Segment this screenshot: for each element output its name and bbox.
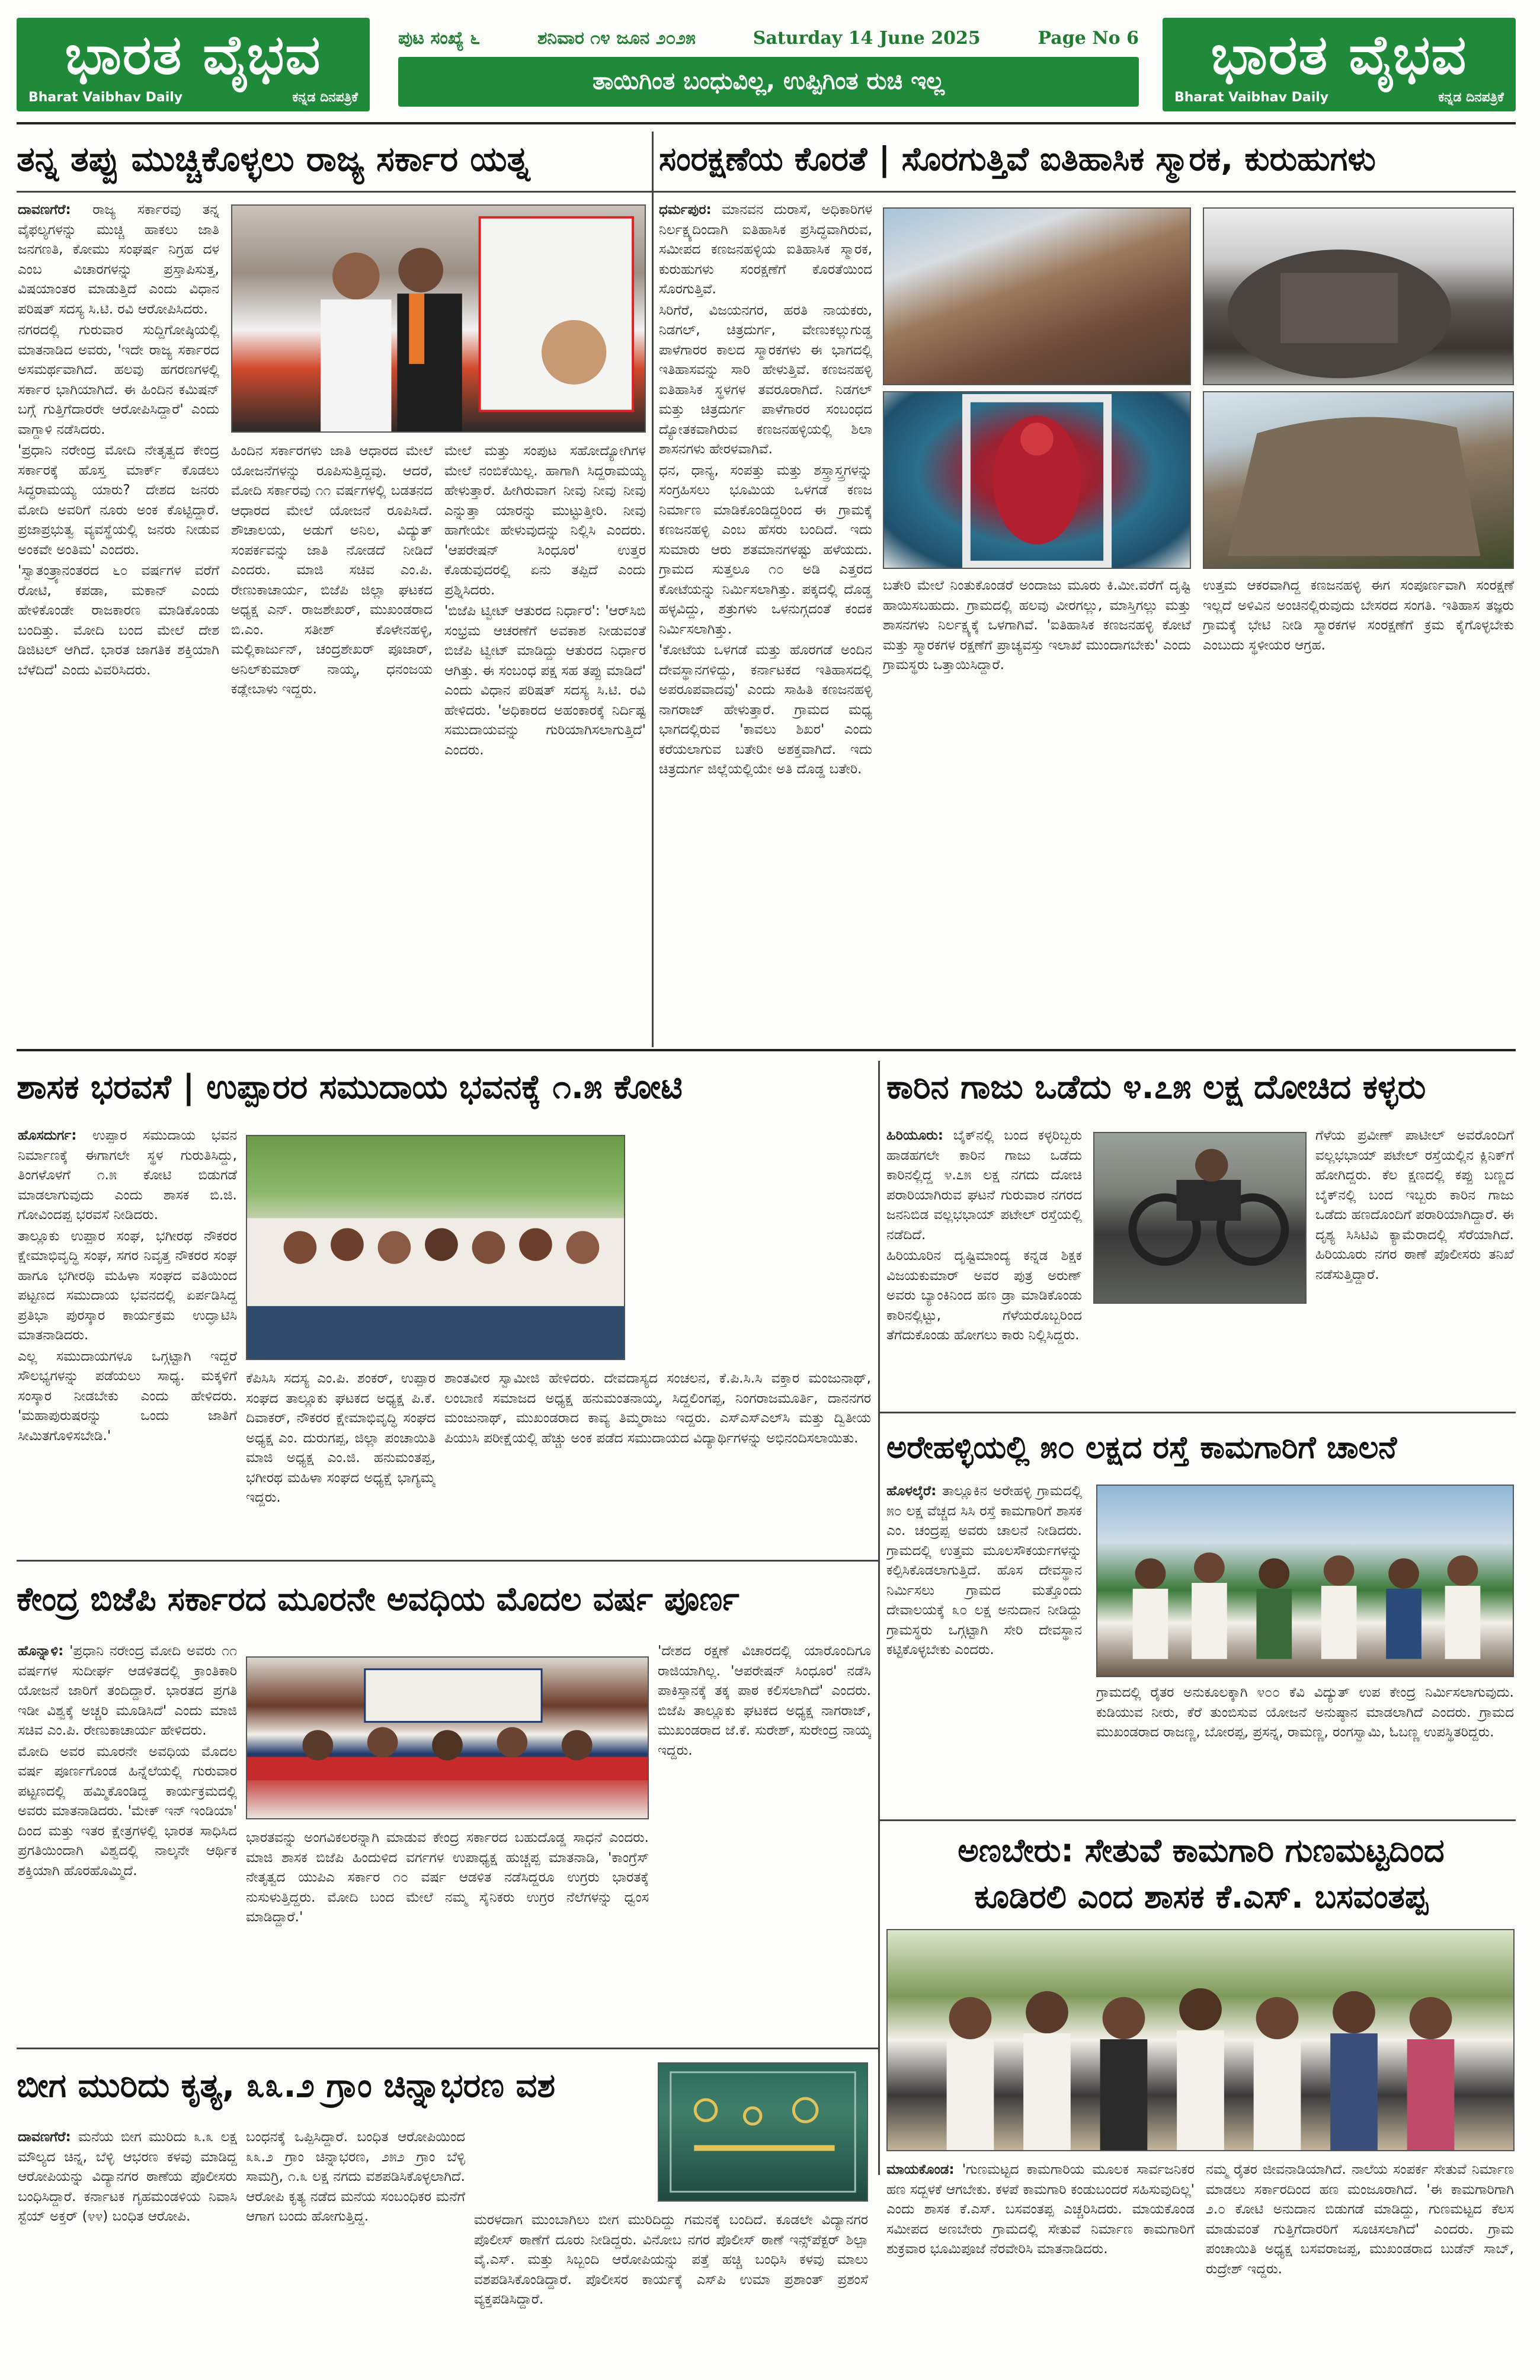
article-3-place: ಹೊಸದುರ್ಗ: (18, 1128, 77, 1143)
article-4-col-2 (1315, 1126, 1514, 1405)
article-7-place: ಮಾಯಕೊಂಡ: (886, 2162, 955, 2177)
article-6-photo-art (247, 1658, 648, 1818)
article-6-para-3: ಭಾರತವನ್ನು ಅಂಗವಿಕಲರನ್ನಾಗಿ ಮಾಡುವ ಕೇಂದ್ರ ಸರ್ಕಾರದ ಬಹುದೊಡ್ಡ ಸಾಧನೆ ಎಂದರು. ಮಾಜಿ ಶಾಸಕ ಬಿಜೆಪಿ ಹಿಂದುಳಿದ ವರ್ಗಗಳ ಉಪಾಧ್ಯಕ್ಷ ಹುಚ್ಚಪ್ಪ ಮಾತನಾಡಿ, 'ಕಾಂಗ್ರೆಸ್ ನೇತೃತ್ವದ ಯುಪಿಎ ಸರ್ಕಾರ ೧೦ ವರ್ಷ ಆಡಳಿತ ನಡೆಸಿದ್ದರೂ ಉಗ್ರರು ಭಾರತಕ್ಕೆ ನುಸುಳುತ್ತಿದ್ದರು. ಮೋದಿ ಬಂದ ಮೇಲೆ ನಮ್ಮ ಸೈನಿಕರು ಉಗ್ರರ ನೆಲೆಗಳನ್ನು ಧ್ವಂಸ ಮಾಡಿದ್ದಾರೆ.' (246, 1830, 649, 1925)
article-8-para-1: ಮನೆಯ ಬೀಗ ಮುರಿದು ೩.೩ ಲಕ್ಷ ಮೌಲ್ಯದ ಚಿನ್ನ, ಬೆಳ್ಳಿ ಆಭರಣ ಕಳವು ಮಾಡಿದ್ದ ಆರೋಪಿಯನ್ನು ವಿದ್ಯಾನಗರ ಠಾಣೆಯ ಪೊಲೀಸರು ಬಂಧಿಸಿದ್ದಾರೆ. ಕರ್ನಾಟಕ ಗೃಹಮಂಡಳಿಯ ನಿವಾಸಿ ಸ್ಟೆಯ್ ಅಕ್ತರ್ (೪೪) ಬಂಧಿತ ಆರೋಪಿ. (18, 2129, 237, 2224)
issue-date-kn: ಶನಿವಾರ ೧೪ ಜೂನ ೨೦೨೫ (537, 27, 696, 49)
article-6-para-1: 'ಪ್ರಧಾನಿ ನರೇಂದ್ರ ಮೋದಿ ಅವರು ೧೧ ವರ್ಷಗಳ ಸುದೀರ್ಘ ಆಡಳಿತದಲ್ಲಿ ಕ್ರಾಂತಿಕಾರಿ ಯೋಜನೆ ಜಾರಿಗೆ ತಂದಿದ್ದಾರೆ. ಭಾರತದ ಪ್ರಗತಿ ಇಡೀ ವಿಶ್ವಕ್ಕೆ ಅಚ್ಚರಿ ಮೂಡಿಸಿದೆ' ಎಂದು ಮಾಜಿ ಸಚಿವ ಎಂ.ಪಿ. ರೇಣುಕಾಚಾರ್ಯ ಹೇಳಿದರು. (18, 1643, 237, 1738)
row4-left-rule (17, 2048, 878, 2049)
article-2-place: ಧರ್ಮಪುರ: (659, 202, 712, 217)
article-3-para-1: ಉಪ್ಪಾರ ಸಮುದಾಯ ಭವನ ನಿರ್ಮಾಣಕ್ಕೆ ಈಗಾಗಲೇ ಸ್ಥಳ ಗುರುತಿಸಿದ್ದು, ತಿಂಗಳೊಳಗೆ ೧.೫ ಕೋಟಿ ಬಿಡುಗಡೆ ಮಾಡಲಾಗುವುದು ಎಂದು ಶಾಸಕ ಬಿ.ಜಿ. ಗೋವಿಂದಪ್ಪ ಭರವಸೆ ನೀಡಿದರು. (18, 1128, 237, 1223)
article-3-headline: ಶಾಸಕ ಭರವಸೆ | ಉಪ್ಪಾರರ ಸಮುದಾಯ ಭವನಕ್ಕೆ ೧.೫ ಕೋಟಿ (17, 1068, 683, 1106)
article-1-para-1: ರಾಜ್ಯ ಸರ್ಕಾರವು ತನ್ನ ವೈಫಲ್ಯಗಳನ್ನು ಮುಚ್ಚಿ ಹಾಕಲು ಜಾತಿ ಜನಗಣತಿ, ಕೋಮು ಸಂಘರ್ಷ ನಿಗ್ರಹ ದಳ ಎಂಬ ವಿಚಾರಗಳನ್ನು ಪ್ರಸ್ತಾಪಿಸುತ್ತ, ವಿಷಯಾಂತರ ಮಾಡುತ್ತಿದೆ ಎಂದು ವಿಧಾನ ಪರಿಷತ್ ಸದಸ್ಯ ಸಿ.ಟಿ. ರವಿ ಆರೋಪಿಸಿದರು. (18, 202, 219, 317)
masthead-title: ಭಾರತ ವೈಭವ (65, 23, 322, 87)
article-2-col-1 (659, 200, 872, 1039)
row2-top-rule (17, 1049, 1516, 1051)
article-7-headline-line-2: ಕೂಡಿರಲಿ ಎಂದ ಶಾಸಕ ಕೆ.ಎಸ್. ಬಸವಂತಪ್ಪ (974, 1878, 1428, 1915)
article-6-headline: ಕೇಂದ್ರ ಬಿಜೆಪಿ ಸರ್ಕಾರದ ಮೂರನೇ ಅವಧಿಯ ಮೊದಲ ವರ್ಷ ಪೂರ್ಣ (17, 1580, 739, 1618)
masthead-slogan: ತಾಯಿಗಿಂತ ಬಂಧುವಿಲ್ಲ, ಉಪ್ಪಿಗಿಂತ ರುಚಿ ಇಲ್ಲ (398, 57, 1139, 107)
article-4-headline: ಕಾರಿನ ಗಾಜು ಒಡೆದು ೪.೭೫ ಲಕ್ಷ ದೋಚಿದ ಕಳ್ಳರು (886, 1068, 1426, 1106)
masthead-subtitle-row-right (1163, 90, 1516, 105)
article-3-col-1 (18, 1126, 237, 1553)
article-8-headline: ಬೀಗ ಮುರಿದು ಕೃತ್ಯ, ೩೩.೨ ಗ್ರಾಂ ಚಿನ್ನಾಭರಣ ವಶ (17, 2066, 556, 2105)
article-3-photo-art (247, 1136, 624, 1359)
article-2-para-5: ಬತೇರಿ ಮೇಲೆ ನಿಂತುಕೊಂಡರೆ ಅಂದಾಜು ಮೂರು ಕಿ.ಮೀ.ವರೆಗೆ ದೃಷ್ಟಿ ಹಾಯಿಸಬಹುದು. ಗ್ರಾಮದಲ್ಲಿ ಹಲವು ವೀರಗಲ್ಲು, ಮಾಸ್ತಿಗಲ್ಲು ಮತ್ತು ಶಾಸನಗಳು ನಿರ್ಲಕ್ಷ್ಯಕ್ಕೆ ಒಳಗಾಗಿವೆ. 'ಐತಿಹಾಸಿಕ ಕಣಜನಹಳ್ಳಿ ಕೋಟೆ ಮತ್ತು ಸ್ಮಾರಕಗಳ ರಕ್ಷಣೆಗೆ ಪ್ರಾಚ್ಯವಸ್ತು ಇಲಾಖೆ ಮುಂದಾಗಬೇಕು' ಎಂದು ಗ್ರಾಮಸ್ಥರು ಒತ್ತಾಯಿಸಿದ್ದಾರೆ. (883, 578, 1191, 673)
article-6-place: ಹೊನ್ನಾಳಿ: (18, 1643, 64, 1659)
row1-divider (652, 132, 654, 1047)
article-7-photo-art (888, 1930, 1513, 2150)
masthead-title-right: ಭಾರತ ವೈಭವ (1211, 23, 1468, 87)
article-7-photo (886, 1929, 1515, 2151)
article-6-para-2: ಮೋದಿ ಅವರ ಮೂರನೇ ಅವಧಿಯ ಮೊದಲ ವರ್ಷ ಪೂರ್ಣಗೊಂಡ ಹಿನ್ನೆಲೆಯಲ್ಲಿ ಗುರುವಾರ ಪಟ್ಟಣದಲ್ಲಿ ಹಮ್ಮಿಕೊಂಡಿದ್ದ ಕಾರ್ಯಕ್ರಮದಲ್ಲಿ ಅವರು ಮಾತನಾಡಿದರು. 'ಮೇಕ್ ಇನ್ ಇಂಡಿಯಾ' ದಿಂದ ಮತ್ತು ಇತರ ಕ್ಷೇತ್ರಗಳಲ್ಲಿ ಭಾರತ ಸಾಧಿಸಿದ ಪ್ರಗತಿಯಿಂದಾಗಿ ವಿಶ್ವದಲ್ಲಿ ನಾಲ್ಕನೇ ಆರ್ಥಿಕ ಶಕ್ತಿಯಾಗಿ ಹೊರಹೊಮ್ಮಿದೆ. (18, 1744, 237, 1879)
article-8-place: ದಾವಣಗೆರೆ: (18, 2129, 71, 2145)
article-7-headline-line-1: ಅಣಬೇರು: ಸೇತುವೆ ಕಾಮಗಾರಿ ಗುಣಮಟ್ಟದಿಂದ (958, 1832, 1445, 1869)
article-4-para-1: ಬೈಕ್‌ನಲ್ಲಿ ಬಂದ ಕಳ್ಳರಿಬ್ಬರು ಹಾಡಹಗಲೇ ಕಾರಿನ ಗಾಜು ಒಡೆದು ಕಾರಿನಲ್ಲಿದ್ದ ೪.೭೫ ಲಕ್ಷ ನಗದು ದೋಚಿ ಪರಾರಿಯಾಗಿರುವ ಘಟನೆ ಗುರುವಾರ ನಗರದ ಜನನಿಬಿಡ ವಲ್ಲಭಭಾಯ್ ಪಟೇಲ್ ರಸ್ತೆಯಲ್ಲಿ ನಡೆದಿದೆ. (886, 1128, 1082, 1243)
article-3-para-5: ಶಾಂತವೀರ ಸ್ವಾಮೀಜಿ ಹೇಳಿದರು. ದೇವದಾಸ್ಯದ ಸಂಚಲನ, ಕೆ.ಪಿ.ಸಿ.ಸಿ ವಕ್ತಾರ ಮಂಜುನಾಥ್, ಲಂಬಾಣಿ ಸಮಾಜದ ಅಧ್ಯಕ್ಷ ಹನುಮಂತನಾಯ್ಕ, ಸಿದ್ದಲಿಂಗಪ್ಪ, ನಿಂಗರಾಜಮೂರ್ತಿ, ದಾನನಗರ ಮಂಜುನಾಥ್, ಮುಖಂಡರಾದ ಕಾವ್ಯ ತಿಮ್ಮರಾಜು ಇದ್ದರು. ಎಸ್‌ಎಸ್‌ಎಲ್‌ಸಿ ಮತ್ತು ದ್ವಿತೀಯ ಪಿಯುಸಿ ಪರೀಕ್ಷೆಯಲ್ಲಿ ಹೆಚ್ಚು ಅಂಕ ಪಡೆದ ಸಮುದಾಯದ ವಿದ್ಯಾರ್ಥಿಗಳನ್ನು ಅಭಿನಂದಿಸಲಾಯಿತು. (444, 1371, 871, 1446)
article-2-para-1: ಮಾನವನ ದುರಾಸೆ, ಅಧಿಕಾರಿಗಳ ನಿರ್ಲಕ್ಷ್ಯದಿಂದಾಗಿ ಐತಿಹಾಸಿಕ ಪ್ರಸಿದ್ಧವಾಗಿರುವ, ಸಮೀಪದ ಕಣಜನಹಳ್ಳಿಯ ಐತಿಹಾಸಿಕ ಸ್ಮಾರಕ, ಕುರುಹುಗಳು ಸಂರಕ್ಷಣೆಗೆ ಕೊರತೆಯಿಂದ ಸೊರಗುತ್ತಿವೆ. (659, 202, 872, 297)
article-3-col-3 (444, 1369, 871, 1553)
article-5-place: ಹೊಳಲ್ಕೆರೆ: (886, 1483, 937, 1499)
issue-date-en: Saturday 14 June 2025 (753, 27, 981, 49)
article-1-photo-art (232, 206, 645, 431)
article-6-col-3 (658, 1642, 871, 2039)
article-4-para-2: ಹಿರಿಯೂರಿನ ದೃಷ್ಟಿಮಾಂದ್ಯ ಕನ್ನಡ ಶಿಕ್ಷಕ ವಿಜಯಕುಮಾರ್ ಅವರ ಪುತ್ರ ಅರುಣ್ ಅವರು ಬ್ಯಾಂಕಿನಿಂದ ಹಣ ಡ್ರಾ ಮಾಡಿಕೊಂಡು ಕಾರಿನಲ್ಲಿಟ್ಟು, ಗೆಳೆಯರೊಬ್ಬರಿಂದ ತೆಗೆದುಕೊಂಡು ಹೋಗಲು ಕಾರು ನಿಲ್ಲಿಸಿದ್ದರು. (886, 1248, 1082, 1343)
masthead-subtitle-row (17, 90, 370, 105)
row2-right-rule (878, 1412, 1516, 1413)
row3-right-rule (878, 1819, 1516, 1821)
page-number: Page No 6 (1038, 27, 1139, 49)
masthead-logo-right (1163, 18, 1516, 111)
article-2-para-6: ಉತ್ತಮ ಆಕರವಾಗಿದ್ದ ಕಣಜನಹಳ್ಳಿ ಈಗ ಸಂಪೂರ್ಣವಾಗಿ ಸಂರಕ್ಷಣೆ ಇಲ್ಲದೆ ಅಳಿವಿನ ಅಂಚಿನಲ್ಲಿರುವುದು ಬೇಸರದ ಸಂಗತಿ. ಇತಿಹಾಸ ತಜ್ಞರು ಗ್ರಾಮಕ್ಕೆ ಭೇಟಿ ನೀಡಿ ಸ್ಮಾರಕಗಳ ಸಂರಕ್ಷಣೆಗೆ ಕ್ರಮ ಕೈಗೊಳ್ಳಬೇಕು ಎಂಬುದು ಸ್ಥಳೀಯರ ಆಗ್ರಹ. (1203, 578, 1514, 653)
masthead-rule (17, 122, 1516, 124)
article-2-col-3 (1203, 576, 1514, 1038)
article-2-para-2: ಸಿರಿಗೆರೆ, ವಿಜಯನಗರ, ಹರತಿ ನಾಯಕರು, ನಿಡಗಲ್, ಚಿತ್ರದುರ್ಗ, ವೇಣುಕಲ್ಲುಗುಡ್ಡ ಪಾಳೆಗಾರರ ಕಾಲದ ಸ್ಮಾರಕಗಳು ಈ ಭಾಗದಲ್ಲಿ ಇತಿಹಾಸವನ್ನು ಸಾರಿ ಹೇಳುತ್ತಿವೆ. ಕಣಜನಹಳ್ಳಿ ಐತಿಹಾಸಿಕ ಸ್ಥಳಗಳ ತವರೂರಾಗಿದೆ. ನಿಡಗಲ್ ಮತ್ತು ಚಿತ್ರದುರ್ಗ ಪಾಳೆಗಾರರ ಸಂಬಂಧದ ದ್ಯೋತಕವಾಗಿರುವ ಕಣಜನಹಳ್ಳಿಯಲ್ಲಿ ಶಿಲಾ ಶಾಸನಗಳು ಹೇರಳವಾಗಿವೆ. (659, 302, 872, 457)
article-2-para-4: 'ಕೋಟೆಯ ಒಳಗಡೆ ಮತ್ತು ಹೊರಗಡೆ ಅಂದಿನ ದೇವಸ್ಥಾನಗಳಿದ್ದು, ಕರ್ನಾಟಕದ ಇತಿಹಾಸದಲ್ಲಿ ಅಪರೂಪವಾದವು' ಎಂದು ಸಾಹಿತಿ ಕಣಜನಹಳ್ಳಿ ನಾಗರಾಜ್ ಹೇಳುತ್ತಾರೆ. ಗ್ರಾಮದ ಮಧ್ಯ ಭಾಗದಲ್ಲಿರುವ 'ಕಾವಲು ಶಿಖರ' ಎಂದು ಕರೆಯಲಾಗುವ ಬತೇರಿ ಅಶಕ್ತವಾಗಿದೆ. ಇದು ಚಿತ್ರದುರ್ಗ ಜಿಲ್ಲೆಯಲ್ಲಿಯೇ ಅತಿ ದೊಡ್ಡ ಬತೇರಿ. (659, 642, 872, 777)
article-5-col-1 (886, 1482, 1082, 1813)
article-2-photo-4 (1203, 391, 1514, 569)
article-2-para-3: ಧನ, ಧಾನ್ಯ, ಸಂಪತ್ತು ಮತ್ತು ಶಸ್ತ್ರಾಸ್ತ್ರಗಳನ್ನು ಸಂಗ್ರಹಿಸಲು ಭೂಮಿಯ ಒಳಗಡೆ ಕಣಜ ನಿರ್ಮಾಣ ಮಾಡಿಕೊಂಡಿದ್ದರಿಂದ ಈ ಗ್ರಾಮಕ್ಕೆ ಕಣಜನಹಳ್ಳಿ ಎಂಬ ಹೆಸರು ಬಂದಿದೆ. ಇದು ಸುಮಾರು ಆರು ಶತಮಾನಗಳಷ್ಟು ಹಳೆಯದು. ಗ್ರಾಮದ ಸುತ್ತಲೂ ೧೦ ಅಡಿ ಎತ್ತರದ ಕೋಟೆಯನ್ನು ನಿರ್ಮಿಸಲಾಗಿತ್ತು. ಪಕ್ಕದಲ್ಲಿ ದೊಡ್ಡ ಹಳ್ಳವಿದ್ದು, ಶತ್ರುಗಳು ಒಳನುಗ್ಗದಂತೆ ಕಂದಕ ನಿರ್ಮಿಸಲಾಗಿತ್ತು. (659, 462, 872, 637)
article-5-photo-art (1097, 1486, 1513, 1676)
article-7-col-1 (886, 2160, 1195, 2371)
masthead-title-en: Bharat Vaibhav Daily (28, 90, 183, 105)
article-8-col-3 (474, 2211, 868, 2371)
masthead-tagline: ಕನ್ನಡ ದಿನಪತ್ರಿಕೆ (292, 90, 358, 105)
article-3-para-3: ಎಲ್ಲ ಸಮುದಾಯಗಳೂ ಒಗ್ಗಟ್ಟಾಗಿ ಇದ್ದರೆ ಸೌಲಭ್ಯಗಳನ್ನು ಪಡೆಯಲು ಸಾಧ್ಯ. ಮಕ್ಕಳಿಗೆ ಸಂಸ್ಕಾರ ನೀಡಬೇಕು ಎಂದು ಹೇಳಿದರು. 'ಮಹಾಪುರುಷರನ್ನು ಒಂದು ಜಾತಿಗೆ ಸೀಮಿತಗೊಳಿಸಬೇಡಿ.' (18, 1348, 237, 1444)
article-8-col-1 (18, 2128, 237, 2371)
article-1-col-1 (18, 200, 219, 1039)
article-5-headline: ಅರೇಹಳ್ಳಿಯಲ್ಲಿ ೫೦ ಲಕ್ಷದ ರಸ್ತೆ ಕಾಮಗಾರಿಗೆ ಚಾಲನೆ (886, 1430, 1397, 1466)
article-1-para-3: 'ಪ್ರಧಾನಿ ನರೇಂದ್ರ ಮೋದಿ ನೇತೃತ್ವದ ಕೇಂದ್ರ ಸರ್ಕಾರಕ್ಕೆ ಹೊಸ್ತ ಮಾರ್ಕ್ ಕೊಡಲು ಸಿದ್ಧರಾಮಯ್ಯ ಯಾರು? ದೇಶದ ಜನರು ಮೋದಿ ಅವರಿಗೆ ನೂರು ಅಂಕ ಕೊಟ್ಟಿದ್ದಾರೆ. ಪ್ರಜಾಪ್ರಭುತ್ವ ವ್ಯವಸ್ಥೆಯಲ್ಲಿ ಜನರು ನೀಡುವ ಅಂಕವೇ ಅಂತಿಮ' ಎಂದರು. (18, 443, 219, 558)
article-1-col-3 (444, 442, 646, 1039)
row3-left-rule (17, 1560, 878, 1562)
article-8-col-2 (246, 2128, 465, 2371)
article-5-para-1: ತಾಲ್ಲೂಕಿನ ಅರೇಹಳ್ಳಿ ಗ್ರಾಮದಲ್ಲಿ ೫೦ ಲಕ್ಷ ವೆಚ್ಚದ ಸಿಸಿ ರಸ್ತೆ ಕಾಮಗಾರಿಗೆ ಶಾಸಕ ಎಂ. ಚಂದ್ರಪ್ಪ ಅವರು ಚಾಲನೆ ನೀಡಿದರು. ಗ್ರಾಮದಲ್ಲಿ ಉತ್ತಮ ಮೂಲಸೌಕರ್ಯಗಳನ್ನು ಕಲ್ಪಿಸಿಕೊಡಲಾಗುತ್ತಿದೆ. ಹೊಸ ದೇವಸ್ಥಾನ ನಿರ್ಮಿಸಲು ಗ್ರಾಮದ ಮತ್ತೊಂದು ದೇವಾಲಯಕ್ಕೆ ೩೦ ಲಕ್ಷ ಅನುದಾನ ನೀಡಿದ್ದು ಗ್ರಾಮಸ್ಥರು ಒಗ್ಗಟ್ಟಾಗಿ ಸೇರಿ ದೇವಸ್ಥಾನ ಕಟ್ಟಿಕೊಳ್ಳಬೇಕು ಎಂದರು. (886, 1483, 1082, 1658)
article-7-col-2 (1206, 2160, 1514, 2371)
article-3-col-2 (246, 1369, 436, 1553)
article-1-para-7: 'ಬಿಜೆಪಿ ಟ್ವೀಟ್ ಆತುರದ ನಿರ್ಧಾರ': 'ಆರ್‌ಸಿಬಿ ಸಂಭ್ರಮ ಆಚರಣೆಗೆ ಅವಕಾಶ ನೀಡುವಂತೆ ಬಿಜೆಪಿ ಟ್ವೀಟ್ ಮಾಡಿದ್ದು ಆತುರದ ನಿರ್ಧಾರ ಆಗಿತ್ತು. ಈ ಸಂಬಂಧ ಪಕ್ಷ ಸಹ ತಪ್ಪು ಮಾಡಿದೆ' ಎಂದು ವಿಧಾನ ಪರಿಷತ್ ಸದಸ್ಯ ಸಿ.ಟಿ. ರವಿ ಹೇಳಿದರು. 'ಅಧಿಕಾರದ ಅಹಂಕಾರಕ್ಕೆ ನಿರ್ದಿಷ್ಟ ಸಮುದಾಯವನ್ನು ಗುರಿಯಾಗಿಸಲಾಗುತ್ತಿದೆ' ಎಂದರು. (444, 603, 646, 758)
article-2-headline: ಸಂರಕ್ಷಣೆಯ ಕೊರತೆ | ಸೊರಗುತ್ತಿವೆ ಐತಿಹಾಸಿಕ ಸ್ಮಾರಕ, ಕುರುಹುಗಳು (659, 140, 1376, 178)
article-1-para-5: ಹಿಂದಿನ ಸರ್ಕಾರಗಳು ಜಾತಿ ಆಧಾರದ ಮೇಲೆ ಯೋಜನೆಗಳನ್ನು ರೂಪಿಸುತ್ತಿದ್ದವು. ಆದರೆ, ಮೋದಿ ಸರ್ಕಾರವು ೧೧ ವರ್ಷಗಳಲ್ಲಿ ಬಡತನದ ಆಧಾರದ ಮೇಲೆ ಯೋಜನೆ ರೂಪಿಸಿದೆ. ಶೌಚಾಲಯ, ಅಡುಗೆ ಅನಿಲ, ವಿದ್ಯುತ್ ಸಂಪರ್ಕವನ್ನು ಜಾತಿ ನೋಡದೆ ನೀಡಿದೆ ಎಂದರು. ಮಾಜಿ ಸಚಿವ ಎಂ.ಪಿ. ರೇಣುಕಾಚಾರ್ಯ, ಬಿಜೆಪಿ ಜಿಲ್ಲಾ ಘಟಕದ ಅಧ್ಯಕ್ಷ ಎನ್. ರಾಜಶೇಖರ್, ಮುಖಂಡರಾದ ಬಿ.ಎಂ. ಸತೀಶ್ ಕೊಳೇನಹಳ್ಳಿ, ಮಲ್ಲಿಕಾರ್ಜುನ್, ಚಂದ್ರಶೇಖರ್ ಪೂಜಾರ್, ಅನಿಲ್‌ಕುಮಾರ್ ನಾಯ್ಕ, ಧನಂಜಯ ಕಡ್ಲೇಬಾಳು ಇದ್ದರು. (231, 443, 433, 697)
article-6-para-4: 'ದೇಶದ ರಕ್ಷಣೆ ವಿಚಾರದಲ್ಲಿ ಯಾರೊಂದಿಗೂ ರಾಜಿಯಾಗಿಲ್ಲ. 'ಆಪರೇಷನ್ ಸಿಂಧೂರ' ನಡೆಸಿ ಪಾಕಿಸ್ತಾನಕ್ಕೆ ತಕ್ಕ ಪಾಠ ಕಲಿಸಲಾಗಿದೆ' ಎಂದರು. ಬಿಜೆಪಿ ತಾಲ್ಲೂಕು ಘಟಕದ ಅಧ್ಯಕ್ಷ ನಾಗರಾಜ್, ಮುಖಂಡರಾದ ಜೆ.ಕೆ. ಸುರೇಶ್, ಸುರೇಂದ್ರ ನಾಯ್ಕ ಇದ್ದರು. (658, 1643, 871, 1758)
article-2-col-2 (883, 576, 1191, 1038)
article-5-para-2: ಗ್ರಾಮದಲ್ಲಿ ರೈತರ ಅನುಕೂಲಕ್ಕಾಗಿ ೪೦೦ ಕೆವಿ ವಿದ್ಯುತ್ ಉಪ ಕೇಂದ್ರ ನಿರ್ಮಿಸಲಾಗುವುದು. ಕುಡಿಯುವ ನೀರು, ಕೆರೆ ತುಂಬಿಸುವ ಯೋಜನೆ ಅನುಷ್ಠಾನ ಮಾಡಲಾಗಿದೆ ಎಂದರು. ಗ್ರಾಮದ ಮುಖಂಡರಾದ ರಾಜಣ್ಣ, ಬೋರಪ್ಪ, ಪ್ರಸನ್ನ, ರಾಮಣ್ಣ, ರಂಗಸ್ವಾಮಿ, ಓಬಣ್ಣ ಉಪಸ್ಥಿತರಿದ್ದರು. (1096, 1685, 1514, 1740)
article-4-photo (1093, 1132, 1307, 1304)
masthead-title-en-right: Bharat Vaibhav Daily (1174, 90, 1329, 105)
masthead-tagline-right: ಕನ್ನಡ ದಿನಪತ್ರಿಕೆ (1438, 90, 1504, 105)
article-1-para-2: ನಗರದಲ್ಲಿ ಗುರುವಾರ ಸುದ್ದಿಗೋಷ್ಠಿಯಲ್ಲಿ ಮಾತನಾಡಿದ ಅವರು, 'ಇದೇ ರಾಜ್ಯ ಸರ್ಕಾರದ ಅಸಮರ್ಥವಾಗಿದೆ. ಹಲವು ಹಗರಣಗಳಲ್ಲಿ ಸರ್ಕಾರ ಭಾಗಿಯಾಗಿದೆ. ಈ ಹಿಂದಿನ ಕಮಿಷನ್ ಬಗ್ಗೆ ಗುತ್ತಿಗೆದಾರರೇ ಆರೋಪಿಸಿದ್ದಾರೆ' ಎಂದು ವಾಗ್ದಾಳಿ ನಡೆಸಿದರು. (18, 322, 219, 437)
article-4-photo-art (1094, 1133, 1305, 1303)
article-1-photo (231, 204, 646, 433)
article-1-place: ದಾವಣಗೆರೆ: (18, 202, 71, 217)
article-1-para-4: 'ಸ್ವಾತಂತ್ರ್ಯಾನಂತರದ ೬೦ ವರ್ಷಗಳ ವರೆಗೆ ರೋಟಿ, ಕಪಡಾ, ಮಕಾನ್ ಎಂದು ಹೇಳಿಕೊಂಡೇ ರಾಜಕಾರಣ ಮಾಡಿಕೊಂಡು ಬಂದಿತ್ತು. ಮೋದಿ ಬಂದ ಮೇಲೆ ದೇಶ ಡಿಜಿಟಲ್ ಆಗಿದೆ. ಭಾರತ ಜಾಗತಿಕ ಶಕ್ತಿಯಾಗಿ ಬೆಳೆದಿದೆ' ಎಂದು ವಿವರಿಸಿದರು. (18, 563, 219, 678)
masthead-logo-left (17, 18, 370, 111)
article-8-para-3: ಮರಳದಾಗ ಮುಂಬಾಗಿಲು ಬೀಗ ಮುರಿದಿದ್ದು ಗಮನಕ್ಕೆ ಬಂದಿದೆ. ಕೂಡಲೇ ವಿದ್ಯಾನಗರ ಪೊಲೀಸ್ ಠಾಣೆಗೆ ದೂರು ನೀಡಿದ್ದರು. ವಿನೋಬ ನಗರ ಪೊಲೀಸ್ ಠಾಣೆ ಇನ್ಸ್‌ಪೆಕ್ಟರ್ ಶಿಲ್ಪಾ ವೈ.ಎಸ್. ಮತ್ತು ಸಿಬ್ಬಂದಿ ಆರೋಪಿಯನ್ನು ಪತ್ತೆ ಹಚ್ಚಿ ಬಂಧಿಸಿ ಕಳವು ಮಾಲು ವಶಪಡಿಸಿಕೊಂಡಿದ್ದಾರೆ. ಪೊಲೀಸರ ಕಾರ್ಯಕ್ಕೆ ಎಸ್‌ಪಿ ಉಮಾ ಪ್ರಶಾಂತ್ ಪ್ರಶಂಸೆ ವ್ಯಕ್ತಪಡಿಸಿದ್ದಾರೆ. (474, 2212, 868, 2307)
row2-divider (878, 1061, 880, 2175)
article-2-photo-3 (883, 391, 1191, 569)
article-3-photo (246, 1135, 625, 1360)
article-4-place: ಹಿರಿಯೂರು: (886, 1128, 943, 1143)
article-4-para-3: ಗೆಳೆಯ ಪ್ರವೀಣ್ ಪಾಟೀಲ್ ಅವರೊಂದಿಗೆ ವಲ್ಲಭಭಾಯ್ ಪಟೇಲ್ ರಸ್ತೆಯಲ್ಲಿನ ಕ್ಲಿನಿಕ್‌ಗೆ ಹೋಗಿದ್ದರು. ಕೆಲ ಕ್ಷಣದಲ್ಲಿ ಕಪ್ಪು ಬಣ್ಣದ ಬೈಕ್‌ನಲ್ಲಿ ಬಂದ ಇಬ್ಬರು ಕಾರಿನ ಗಾಜು ಒಡೆದು ಹಣದೊಂದಿಗೆ ಪರಾರಿಯಾಗಿದ್ದಾರೆ. ಈ ದೃಶ್ಯ ಸಿಸಿಟಿವಿ ಕ್ಯಾಮೆರಾದಲ್ಲಿ ಸೆರೆಯಾಗಿದೆ. ಹಿರಿಯೂರು ನಗರ ಠಾಣೆ ಪೊಲೀಸರು ತನಿಖೆ ನಡೆಸುತ್ತಿದ್ದಾರೆ. (1315, 1128, 1514, 1282)
article-7-para-1: 'ಗುಣಮಟ್ಟದ ಕಾಮಗಾರಿಯ ಮೂಲಕ ಸಾರ್ವಜನಿಕರ ಹಣ ಸದ್ಬಳಕೆ ಆಗಬೇಕು. ಕಳಪೆ ಕಾಮಗಾರಿ ಕಂಡುಬಂದರೆ ಸಹಿಸುವುದಿಲ್ಲ' ಎಂದು ಶಾಸಕ ಕೆ.ಎಸ್. ಬಸವಂತಪ್ಪ ಎಚ್ಚರಿಸಿದರು. ಮಾಯಕೊಂಡ ಸಮೀಪದ ಅಣಬೇರು ಗ್ರಾಮದಲ್ಲಿ ಸೇತುವೆ ನಿರ್ಮಾಣ ಕಾಮಗಾರಿಗೆ ಶುಕ್ರವಾರ ಭೂಮಿಪೂಜೆ ನೆರವೇರಿಸಿ ಮಾತನಾಡಿದರು. (886, 2162, 1195, 2257)
article-4-col-1 (886, 1126, 1082, 1405)
article-1-para-6: ಮೇಲೆ ಮತ್ತು ಸಂಪುಟ ಸಹೋದ್ಯೋಗಿಗಳ ಮೇಲೆ ನಂಬಿಕೆಯಿಲ್ಲ. ಹಾಗಾಗಿ ಸಿದ್ದರಾಮಯ್ಯ ಹೇಳುತ್ತಾರೆ. ಹೀಗಿರುವಾಗ ನೀವು ನೀವು ನೀವು ಎನ್ನುತ್ತಾ ಯಾರನ್ನು ಮುಟ್ಟುತ್ತೀರಿ. ನೀವು ಹಾಗೇಯೇ ಹೇಳುವುದನ್ನು ನಿಲ್ಲಿಸಿ ಎಂದರು. 'ಆಪರೇಷನ್ ಸಿಂಧೂರ' ಉತ್ತರ ಕೊಡುವುದರಲ್ಲಿ ಏನು ತಪ್ಪಿದೆ ಎಂದು ಪ್ರಶ್ನಿಸಿದರು. (444, 443, 646, 598)
article-5-photo (1096, 1485, 1514, 1677)
article-3-para-4: ಕೆಪಿಸಿಸಿ ಸದಸ್ಯ ಎಂ.ಪಿ. ಶಂಕರ್, ಉಪ್ಪಾರ ಸಂಘದ ತಾಲ್ಲೂಕು ಘಟಕದ ಅಧ್ಯಕ್ಷ ಪಿ.ಕೆ. ದಿವಾಕರ್, ನೌಕರರ ಕ್ಷೇಮಾಭಿವೃದ್ಧಿ ಸಂಘದ ಅಧ್ಯಕ್ಷ ಎಂ. ದುರುಗಪ್ಪ, ಜಿಲ್ಲಾ ಪಂಚಾಯಿತಿ ಮಾಜಿ ಅಧ್ಯಕ್ಷ ಎಂ.ಜಿ. ಹನುಮಂತಪ್ಪ, ಭಗೀರಥ ಮಹಿಳಾ ಸಂಘದ ಅಧ್ಯಕ್ಷೆ ಭಾಗ್ಯಮ್ಮ ಇದ್ದರು. (246, 1371, 436, 1505)
article-6-col-2 (246, 1828, 649, 2039)
issue-number: ಪುಟ ಸಂಖ್ಯೆ ೬ (398, 27, 481, 49)
article-2-photo-2-art (1204, 209, 1513, 384)
article-7-para-2: ನಮ್ಮ ರೈತರ ಜೀವನಾಡಿಯಾಗಿದೆ. ನಾಲೆಯ ಸಂಪರ್ಕ ಸೇತುವೆ ನಿರ್ಮಾಣ ಮಾಡಲು ಸರ್ಕಾರದಿಂದ ಹಣ ಮಂಜೂರಾಗಿದೆ. 'ಈ ಕಾಮಗಾರಿಗಾಗಿ ೨.೦ ಕೋಟಿ ಅನುದಾನ ಬಿಡುಗಡೆ ಮಾಡಿದ್ದು, ಗುಣಮಟ್ಟದ ಕೆಲಸ ಮಾಡುವಂತೆ ಗುತ್ತಿಗೆದಾರರಿಗೆ ಸೂಚಿಸಲಾಗಿದೆ' ಎಂದರು. ಗ್ರಾಮ ಪಂಚಾಯಿತಿ ಅಧ್ಯಕ್ಷ ಬಸವರಾಜಪ್ಪ, ಮುಖಂಡರಾದ ಬುಡೆನ್ ಸಾಬ್, ರುದ್ರೇಶ್ ಇದ್ದರು. (1206, 2162, 1514, 2277)
article-1-headline: ತನ್ನ ತಪ್ಪು ಮುಚ್ಚಿಕೊಳ್ಳಲು ರಾಜ್ಯ ಸರ್ಕಾರ ಯತ್ನ (17, 139, 530, 179)
article-2-photo-1 (883, 207, 1191, 385)
article-6-col-1 (18, 1642, 237, 2039)
article-2-photo-4-art (1204, 392, 1513, 568)
article-3-para-2: ತಾಲ್ಲೂಕು ಉಪ್ಪಾರ ಸಂಘ, ಭಗೀರಥ ನೌಕರರ ಕ್ಷೇಮಾಭಿವೃದ್ಧಿ ಸಂಘ, ಸಗರ ನಿವೃತ್ತ ನೌಕರರ ಸಂಘ ಹಾಗೂ ಭಗೀರಥಿ ಮಹಿಳಾ ಸಂಘದ ವತಿಯಿಂದ ಪಟ್ಟಣದ ಸಮುದಾಯ ಭವನದಲ್ಲಿ ಏರ್ಪಡಿಸಿದ್ದ ಪ್ರತಿಭಾ ಪುರಸ್ಕಾರ ಕಾರ್ಯಕ್ರಮ ಉದ್ಘಾಟಿಸಿ ಮಾತನಾಡಿದರು. (18, 1228, 237, 1343)
article-8-photo-art (659, 2064, 867, 2200)
row1-rule (17, 191, 1516, 193)
article-5-col-2 (1096, 1683, 1514, 1813)
article-6-photo (246, 1656, 649, 1819)
article-1-col-2 (231, 442, 433, 1039)
article-2-photo-3-art (884, 392, 1190, 568)
article-8-para-2: ಬಂಧನಕ್ಕೆ ಒಪ್ಪಿಸಿದ್ದಾರೆ. ಬಂಧಿತ ಆರೋಪಿಯಿಂದ ೩೩.೨ ಗ್ರಾಂ ಚಿನ್ನಾಭರಣ, ೨೫೨ ಗ್ರಾಂ ಬೆಳ್ಳಿ ಸಾಮಗ್ರಿ, ೧.೩ ಲಕ್ಷ ನಗದು ವಶಪಡಿಸಿಕೊಳ್ಳಲಾಗಿದೆ. ಆರೋಪಿ ಕೃತ್ಯ ನಡೆದ ಮನೆಯ ಸಂಬಂಧಿಕರ ಮನೆಗೆ ಆಗಾಗ ಬಂದು ಹೋಗುತ್ತಿದ್ದ. (246, 2129, 465, 2224)
issue-meta-bar (398, 23, 1139, 53)
article-2-photo-2 (1203, 207, 1514, 385)
article-8-photo (658, 2062, 868, 2202)
